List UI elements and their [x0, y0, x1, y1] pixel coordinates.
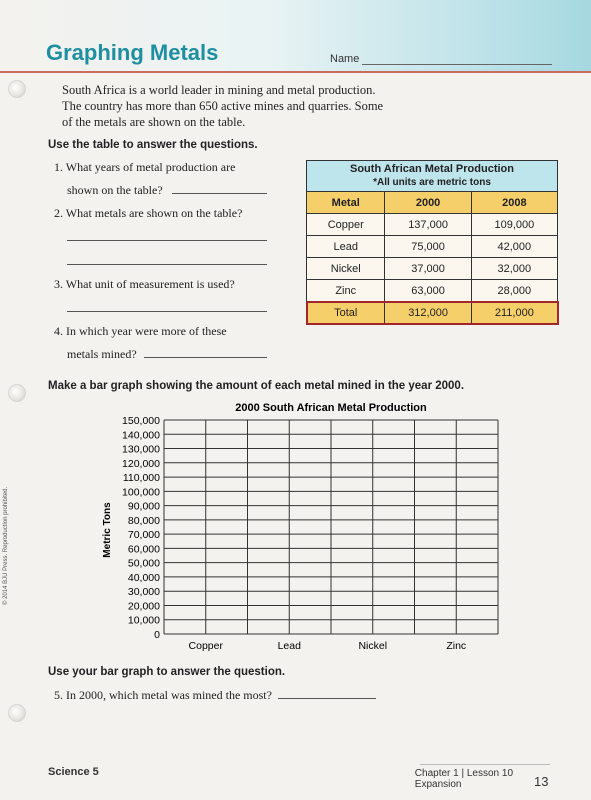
- y-tick-label: 80,000: [127, 514, 160, 527]
- page-number: 13: [534, 774, 549, 789]
- name-field[interactable]: [362, 64, 552, 65]
- table-cell: Nickel: [307, 258, 385, 280]
- x-category-label: Nickel: [358, 640, 388, 652]
- y-tick-label: 100,000: [122, 486, 160, 499]
- question-1: 1. What years of metal production are: [54, 160, 236, 174]
- answer-line-2a[interactable]: [67, 240, 267, 241]
- y-tick-label: 70,000: [127, 529, 160, 542]
- table-header-row: [307, 192, 558, 214]
- table-row: [307, 236, 558, 258]
- footer-divider: [420, 764, 550, 765]
- table-header: 2008: [471, 192, 557, 214]
- y-tick-label: 130,000: [122, 443, 160, 456]
- copyright-notice: © 2014 BJU Press. Reproduction prohibited.: [3, 486, 9, 605]
- y-tick-label: 140,000: [122, 429, 160, 442]
- table-cell: 312,000: [385, 302, 471, 324]
- answer-line-2b[interactable]: [67, 264, 267, 265]
- table-cell: 37,000: [385, 258, 471, 280]
- table-row: [307, 258, 558, 280]
- y-tick-label: 40,000: [127, 571, 160, 584]
- table-row: [307, 214, 558, 236]
- question-2: 2. What metals are shown on the table?: [54, 206, 243, 220]
- table-cell: Total: [307, 302, 385, 324]
- table-total-row: [307, 302, 558, 324]
- question-4-line2: metals mined?: [67, 347, 137, 361]
- y-tick-label: 50,000: [127, 557, 160, 570]
- table-cell: 28,000: [471, 280, 557, 302]
- answer-line-1[interactable]: [172, 193, 267, 194]
- table-cell: 75,000: [385, 236, 471, 258]
- binder-hole-bottom: [8, 704, 26, 722]
- chart-title: 2000 South African Metal Production: [235, 402, 427, 414]
- chart-y-axis-label: Metric Tons: [102, 502, 113, 558]
- table-cell: 32,000: [471, 258, 557, 280]
- y-tick-label: 0: [154, 629, 160, 641]
- x-category-label: Zinc: [446, 640, 467, 652]
- table-header: Metal: [307, 192, 385, 214]
- table-row: [307, 280, 558, 302]
- y-tick-label: 90,000: [127, 500, 160, 513]
- question-1-line2: shown on the table?: [67, 183, 163, 197]
- x-category-label: Copper: [188, 640, 223, 652]
- page-title: Graphing Metals: [46, 40, 219, 65]
- question-4: 4. In which year were more of these: [54, 324, 227, 338]
- answer-line-3[interactable]: [67, 311, 267, 312]
- table-cell: 211,000: [471, 302, 557, 324]
- answer-line-5[interactable]: [278, 698, 376, 699]
- section-heading-question: Use your bar graph to answer the question.: [48, 666, 286, 678]
- table-header: 2000: [385, 192, 471, 214]
- lesson-type: Expansion: [414, 779, 462, 790]
- table-cell: Copper: [307, 214, 385, 236]
- y-tick-label: 10,000: [127, 614, 160, 627]
- section-heading-table: Use the table to answer the questions.: [48, 139, 258, 151]
- question-5: 5. In 2000, which metal was mined the most?: [54, 688, 272, 702]
- bar-graph-grid[interactable]: [90, 396, 510, 658]
- book-title: Science 5: [48, 766, 99, 778]
- y-tick-label: 30,000: [127, 586, 160, 599]
- header-divider: [0, 71, 591, 73]
- answer-line-4[interactable]: [144, 357, 267, 358]
- name-label: Name: [330, 53, 360, 65]
- table-cell: 63,000: [385, 280, 471, 302]
- table-cell: 137,000: [385, 214, 471, 236]
- table-title: South African Metal Production *All units are metric tons: [307, 161, 558, 192]
- question-3: 3. What unit of measurement is used?: [54, 277, 235, 291]
- metal-production-table: [306, 160, 558, 324]
- intro-paragraph: South Africa is a world leader in mining and metal production. The country has more than 650 active mines and quarries. Some of the metals are shown on the table.: [62, 83, 384, 129]
- chapter-lesson: Chapter 1 | Lesson 10: [414, 768, 513, 779]
- y-tick-label: 60,000: [127, 543, 160, 556]
- y-tick-label: 120,000: [122, 457, 160, 470]
- table-cell: 42,000: [471, 236, 557, 258]
- table-cell: Zinc: [307, 280, 385, 302]
- section-heading-graph: Make a bar graph showing the amount of each metal mined in the year 2000.: [48, 380, 465, 392]
- lesson-info: [415, 768, 513, 790]
- table-cell: Lead: [307, 236, 385, 258]
- x-category-label: Lead: [277, 640, 301, 652]
- y-tick-label: 110,000: [122, 472, 160, 485]
- table-cell: 109,000: [471, 214, 557, 236]
- binder-hole-middle: [8, 384, 26, 402]
- y-tick-label: 20,000: [127, 600, 160, 613]
- y-tick-label: 150,000: [122, 415, 160, 427]
- binder-hole-top: [8, 80, 26, 98]
